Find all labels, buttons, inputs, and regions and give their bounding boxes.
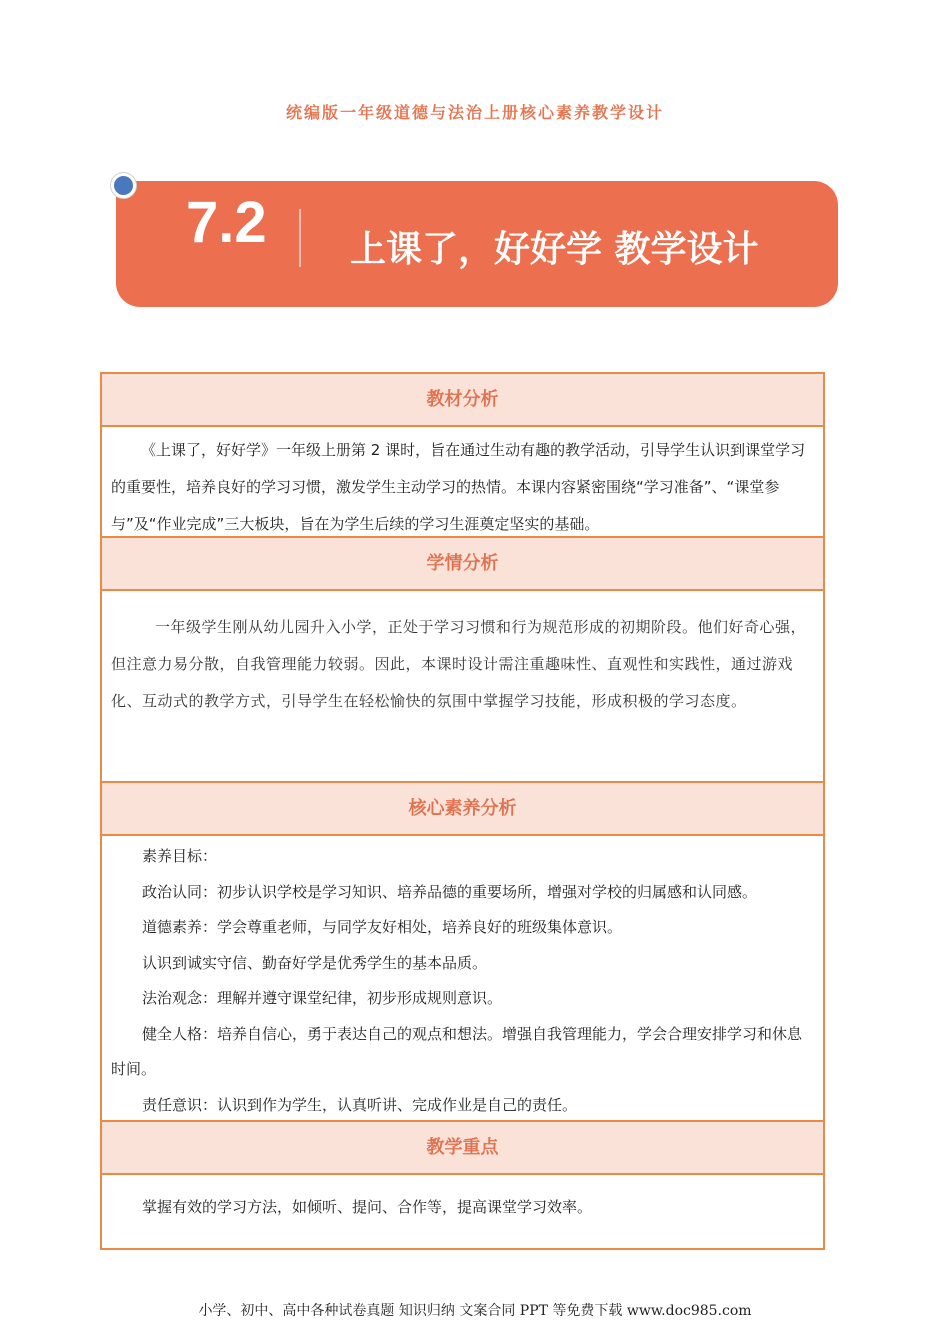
banner-divider	[299, 209, 301, 267]
paragraph: 掌握有效的学习方法，如倾听、提问、合作等，提高课堂学习效率。	[142, 1198, 593, 1216]
section-heading-core-literacy: 核心素养分析	[102, 783, 823, 836]
section-heading-student-analysis: 学情分析	[102, 538, 823, 591]
section-heading-teaching-focus: 教学重点	[102, 1122, 823, 1175]
banner-dot-icon	[111, 173, 136, 198]
lesson-title: 上课了，好好学 教学设计	[350, 229, 759, 270]
lesson-number: 7.2	[186, 190, 267, 255]
section-body-teaching-focus	[102, 1175, 823, 1248]
paragraph: 素养目标：	[142, 847, 218, 865]
paragraph: 健全人格：培养自信心，勇于表达自己的观点和想法。增强自我管理能力，学会合理安排学习和休息时间。	[111, 1024, 803, 1078]
document-series-title: 统编版一年级道德与法治上册核心素养教学设计	[285, 103, 664, 122]
section-body-textbook-analysis	[102, 427, 823, 538]
footer-note: 小学、初中、高中各种试卷真题 知识归纳 文案合同 PPT 等免费下载 www.doc985.com	[198, 1303, 752, 1319]
section-heading-textbook-analysis: 教材分析	[102, 374, 823, 427]
paragraph: 道德素养：学会尊重老师，与同学友好相处，培养良好的班级集体意识。	[142, 918, 623, 936]
lesson-title-banner	[116, 181, 838, 307]
paragraph: 责任意识：认识到作为学生，认真听讲、完成作业是自己的责任。	[142, 1095, 578, 1114]
paragraph: 政治认同：初步认识学校是学习知识、培养品德的重要场所，增强对学校的归属感和认同感。	[142, 882, 758, 901]
paragraph: 法治观念：理解并遵守课堂纪律，初步形成规则意识。	[142, 989, 503, 1007]
lesson-plan-table	[100, 372, 825, 1250]
paragraph: 认识到诚实守信、勤奋好学是优秀学生的基本品质。	[142, 953, 488, 972]
section-body-student-analysis	[102, 591, 823, 783]
section-body-core-literacy	[102, 836, 823, 1122]
paragraph: 一年级学生刚从幼儿园升入小学，正处于学习习惯和行为规范形成的初期阶段。他们好奇心强，但注意力易分散，自我管理能力较弱。因此，本课时设计需注重趣味性、直观性和实践性，通过游戏化、互动式的教学方式，引导学生在轻松愉快的氛围中掌握学习技能，形成积极的学习态度。	[111, 618, 807, 710]
paragraph: 《上课了，好好学》一年级上册第 2 课时，旨在通过生动有趣的教学活动，引导学生认识到课堂学习的重要性，培养良好的学习习惯，激发学生主动学习的热情。本课内容紧密围绕“学习准备”、“课堂参与”及“作业完成”三大板块，旨在为学生后续的学习生涯奠定坚实的基础。	[111, 441, 806, 533]
